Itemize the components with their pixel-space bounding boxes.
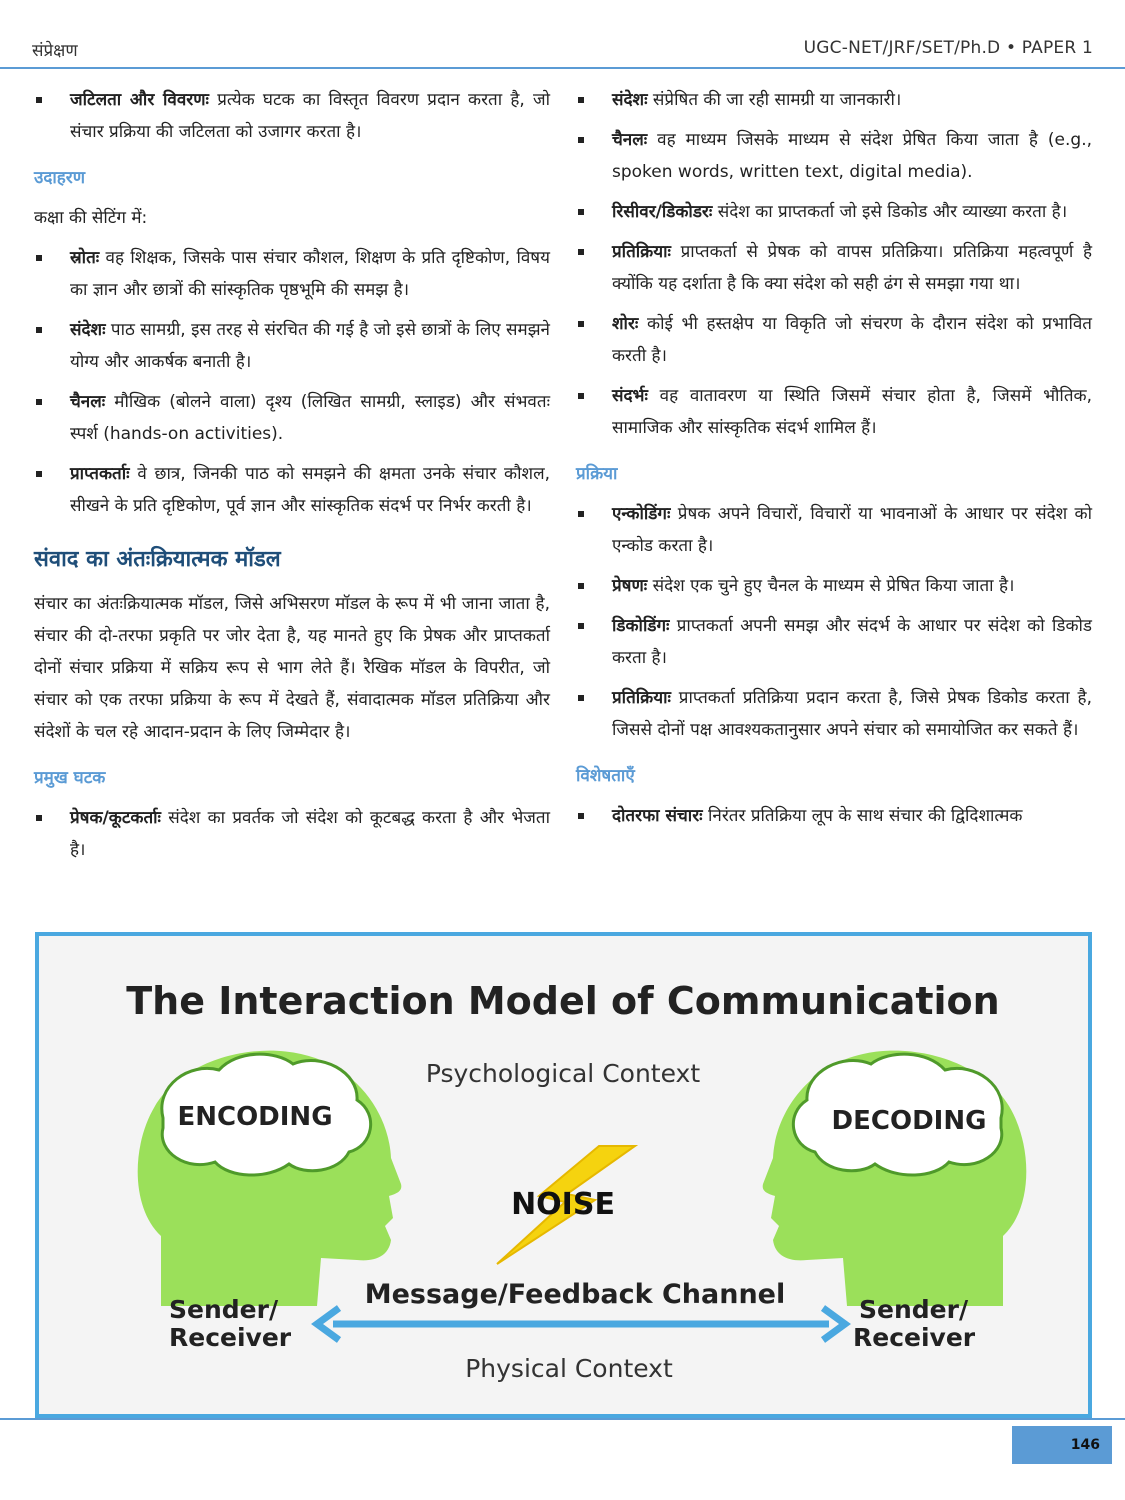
list-item bbox=[576, 682, 1092, 746]
list-item bbox=[576, 196, 1092, 228]
item-term: शोरः bbox=[612, 314, 639, 334]
header-chapter-title: संप्रेक्षण bbox=[32, 41, 78, 61]
list-item bbox=[34, 802, 550, 866]
list-item bbox=[576, 498, 1092, 562]
list-item bbox=[34, 458, 550, 522]
example-heading: उदाहरण bbox=[34, 168, 86, 188]
left-role-line-1: Sender/ bbox=[169, 1295, 279, 1324]
item-term: दोतरफा संचारः bbox=[612, 806, 703, 826]
item-term: प्रतिक्रियाः bbox=[612, 688, 671, 708]
item-text: प्राप्तकर्ता प्रतिक्रिया प्रदान करता है, जिसे प्रेषक डिकोड करता है, जिससे दोनों पक्ष आवश्यकतानुसार अपने संचार को समायोजित कर सकते हैं। bbox=[612, 688, 1092, 740]
item-text: वह शिक्षक, जिसके पास संचार कौशल, शिक्षण के प्रति दृष्टिकोण, विषय का ज्ञान और छात्रों की सांस्कृतिक पृष्ठभूमि की समझ है। bbox=[70, 248, 550, 300]
encoding-label: ENCODING bbox=[177, 1102, 333, 1132]
list-item bbox=[34, 386, 550, 450]
page-header bbox=[0, 0, 1125, 68]
left-column bbox=[34, 84, 550, 874]
item-term: डिकोडिंगः bbox=[612, 616, 670, 636]
components-list bbox=[34, 802, 550, 866]
list-item bbox=[576, 236, 1092, 300]
item-text: वह माध्यम जिसके माध्यम से संदेश प्रेषित किया जाता है (e.g., spoken words, written text, digital media). bbox=[612, 130, 1092, 182]
list-item bbox=[576, 124, 1092, 188]
list-item bbox=[34, 314, 550, 378]
list-item bbox=[576, 308, 1092, 372]
features-list bbox=[576, 800, 1092, 832]
features-heading: विशेषताएँ bbox=[576, 766, 635, 786]
item-text: संदेश का प्रवर्तक जो संदेश को कूटबद्ध करता है और भेजता है। bbox=[70, 808, 550, 860]
figure-title: The Interaction Model of Communication bbox=[126, 979, 1000, 1023]
item-text: पाठ सामग्री, इस तरह से संरचित की गई है जो इसे छात्रों के लिए समझने योग्य और आकर्षक बनाती है। bbox=[70, 320, 550, 372]
item-text: संप्रेषित की जा रही सामग्री या जानकारी। bbox=[647, 90, 902, 110]
item-text: कोई भी हस्तक्षेप या विकृति जो संचरण के दौरान संदेश को प्रभावित करती है। bbox=[612, 314, 1092, 366]
figure-diagram bbox=[39, 936, 1088, 1414]
item-term: प्राप्तकर्ताः bbox=[70, 464, 130, 484]
header-rule bbox=[0, 67, 1125, 69]
section-paragraph: संचार का अंतःक्रियात्मक मॉडल, जिसे अभिसरण मॉडल के रूप में भी जाना जाता है, संचार की दो-तरफा प्रकृति पर जोर देता है, यह मानते हुए कि प्रेषक और प्राप्तकर्ता दोनों संचार प्रक्रिया में सक्रिय रूप से भाग लेते हैं। रैखिक मॉडल के विपरीत, जो संचार को एक तरफा प्रक्रिया के रूप में देखते हैं, संवादात्मक मॉडल प्रतिक्रिया और संदेशों के चल रहे आदान-प्रदान के लिए जिम्मेदार है। bbox=[34, 594, 550, 742]
right-role-line-1: Sender/ bbox=[859, 1295, 969, 1324]
item-term: संदेशः bbox=[70, 320, 106, 340]
list-item bbox=[576, 380, 1092, 444]
noise-label: NOISE bbox=[511, 1187, 615, 1222]
interaction-model-figure bbox=[35, 932, 1092, 1418]
item-text: वे छात्र, जिनकी पाठ को समझने की क्षमता उनके संचार कौशल, सीखने के प्रति दृष्टिकोण, पूर्व ज्ञान और सांस्कृतिक संदर्भ पर निर्भर करती है। bbox=[70, 464, 550, 516]
list-item bbox=[34, 242, 550, 306]
item-term: प्रेषक/कूटकर्ताः bbox=[70, 808, 161, 828]
item-term: संदर्भः bbox=[612, 386, 648, 406]
intro-list bbox=[34, 84, 550, 148]
physical-context-label: Physical Context bbox=[465, 1354, 673, 1383]
left-role-line-2: Receiver bbox=[169, 1323, 292, 1352]
components-heading: प्रमुख घटक bbox=[34, 768, 106, 788]
channel-label: Message/Feedback Channel bbox=[364, 1279, 786, 1310]
list-item bbox=[576, 84, 1092, 116]
page-number: 146 bbox=[1012, 1426, 1112, 1464]
item-text: संदेश एक चुने हुए चैनल के माध्यम से प्रेषित किया जाता है। bbox=[647, 576, 1015, 596]
item-text: प्रत्येक घटक का विस्तृत विवरण प्रदान करता है, जो संचार प्रक्रिया की जटिलता को उजागर करता है। bbox=[70, 90, 550, 142]
components-list-continued bbox=[576, 84, 1092, 444]
footer-rule bbox=[0, 1418, 1125, 1420]
list-item bbox=[576, 570, 1092, 602]
item-text: प्राप्तकर्ता अपनी समझ और संदर्भ के आधार पर संदेश को डिकोड करता है। bbox=[612, 616, 1092, 668]
decoding-label: DECODING bbox=[831, 1106, 987, 1136]
item-text: निरंतर प्रतिक्रिया लूप के साथ संचार की द्विदिशात्मक bbox=[702, 806, 1023, 826]
psychological-context-label: Psychological Context bbox=[425, 1059, 701, 1088]
two-way-arrow-icon bbox=[317, 1308, 845, 1340]
header-exam-title: UGC-NET/JRF/SET/Ph.D • PAPER 1 bbox=[803, 38, 1093, 58]
item-term: स्रोतः bbox=[70, 248, 100, 268]
item-text: मौखिक (बोलने वाला) दृश्य (लिखित सामग्री, स्लाइड) और संभवतः स्पर्श (hands-on activities). bbox=[70, 392, 550, 444]
right-role-line-2: Receiver bbox=[853, 1323, 976, 1352]
item-term: जटिलता और विवरणः bbox=[70, 90, 209, 110]
item-term: प्रेषणः bbox=[612, 576, 648, 596]
item-text: प्रेषक अपने विचारों, विचारों या भावनाओं के आधार पर संदेश को एन्कोड करता है। bbox=[612, 504, 1092, 556]
list-item bbox=[576, 800, 1092, 832]
section-heading: संवाद का अंतःक्रियात्मक मॉडल bbox=[34, 547, 281, 572]
item-term: चैनलः bbox=[70, 392, 106, 412]
item-term: चैनलः bbox=[612, 130, 648, 150]
item-text: संदेश का प्राप्तकर्ता जो इसे डिकोड और व्याख्या करता है। bbox=[712, 202, 1068, 222]
list-item bbox=[34, 84, 550, 148]
example-list bbox=[34, 242, 550, 522]
item-text: वह वातावरण या स्थिति जिसमें संचार होता है, जिसमें भौतिक, सामाजिक और सांस्कृतिक संदर्भ शामिल हैं। bbox=[612, 386, 1092, 438]
process-list bbox=[576, 498, 1092, 746]
item-term: एन्कोडिंगः bbox=[612, 504, 671, 524]
item-term: संदेशः bbox=[612, 90, 648, 110]
right-column bbox=[576, 84, 1092, 840]
item-term: प्रतिक्रियाः bbox=[612, 242, 671, 262]
process-heading: प्रक्रिया bbox=[576, 464, 618, 484]
item-text: प्राप्तकर्ता से प्रेषक को वापस प्रतिक्रिया। प्रतिक्रिया महत्वपूर्ण है क्योंकि यह दर्शाता है कि क्या संदेश को सही ढंग से समझा गया था। bbox=[612, 242, 1092, 294]
list-item bbox=[576, 610, 1092, 674]
example-intro: कक्षा की सेटिंग में: bbox=[34, 208, 148, 228]
item-term: रिसीवर/डिकोडरः bbox=[612, 202, 713, 222]
